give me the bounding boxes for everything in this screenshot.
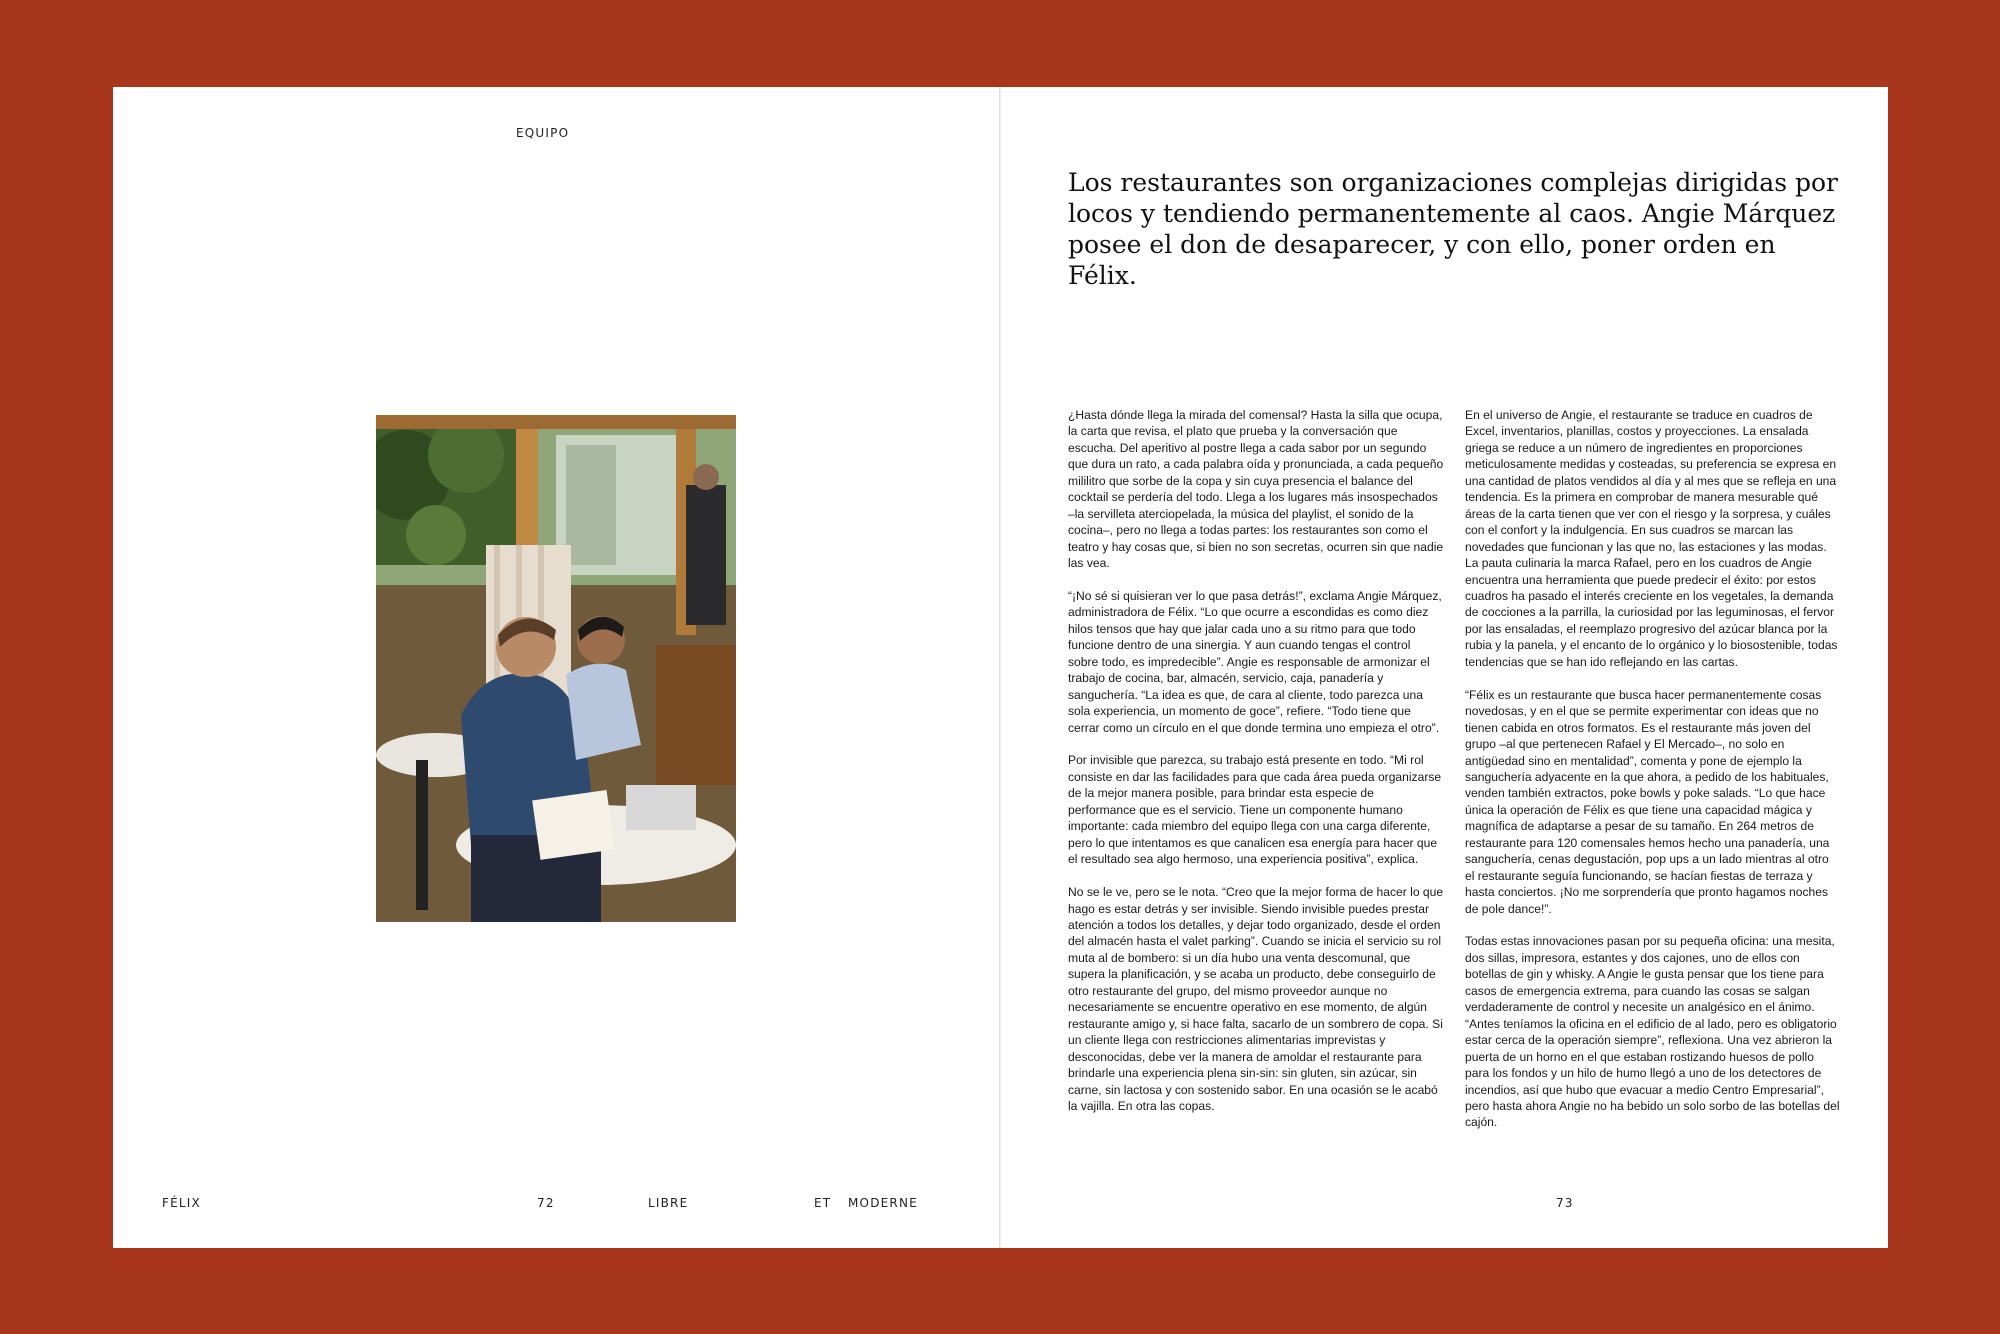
paragraph: “¡No sé si quisieran ver lo que pasa detrás!”, exclama Angie Márquez, administradora de Félix. “Lo que ocurre a escondidas es como diez hilos tensos que hay que jalar cada uno a su ritmo para que todo funcione dentro de una sinergia. Y aun cuando tengas el control sobre todo, es impredecible”. Angie es responsable de armonizar el trabajo de cocina, bar, almacén, servicio, caja, panadería y sanguchería. “La idea es que, de cara al cliente, todo parezca una sola experiencia, un momento de goce”, refiere. “Todo tiene que cerrar como un círculo en el que donde termina uno empieza el otro”.: [1068, 588, 1442, 735]
body-column-1: [1068, 407, 1444, 1131]
headline: Los restaurantes son organizaciones complejas dirigidas por locos y tendiendo permanentemente al caos. Angie Márquez posee el don de desaparecer, y con ello, poner orden en Félix.: [1068, 168, 1838, 290]
body-column-2: [1465, 407, 1841, 1147]
paragraph: “Félix es un restaurante que busca hacer permanentemente cosas novedosas, y en el que se permite experimentar con ideas que no tienen cabida en otros formatos. Es el restaurante más joven del grupo –al que pertenecen Rafael y El Mercado–, no solo en antigüedad sino en mentalidad”, comenta y pone de ejemplo la sanguchería adyacente en la que ahora, a pedido de los habituales, venden también extractos, poke bowls y poke salads. “Lo que hace única la operación de Félix es que tiene una capacidad mágica y magnífica de adaptarse a pesar de su tamaño. En 264 metros de restaurante para 120 comensales hemos hecho una panadería, una sanguchería, cenas degustación, pop ups a un lado mientras al otro el restaurante seguía funcionando, se hacían fiestas de terraza y hasta conciertos. ¡No me sorprendería que pronto hagamos noches de pole dance!”.: [1465, 687, 1830, 916]
page-number-left: 72: [537, 1196, 555, 1210]
left-page: [113, 87, 999, 1248]
footer-word-libre: LIBRE: [648, 1196, 689, 1210]
footer-brand: FÉLIX: [162, 1196, 201, 1210]
right-page: [1001, 87, 1888, 1248]
footer-word-et: ET: [814, 1196, 832, 1210]
page-number-right: 73: [1556, 1196, 1574, 1210]
section-label: EQUIPO: [516, 126, 570, 140]
paragraph: Por invisible que parezca, su trabajo está presente en todo. “Mi rol consiste en dar las facilidades para que cada área pueda organizarse de la mejor manera posible, para brindar esta especie de performance que es el servicio. Tiene un componente humano importante: cada miembro del equipo llega con una carga diferente, pero lo que intentamos es que canalicen esa energía para hacer que el resultado sea algo hermoso, una experiencia positiva”, explica.: [1068, 753, 1442, 867]
paragraph: En el universo de Angie, el restaurante se traduce en cuadros de Excel, inventarios, planillas, costos y proyecciones. La ensalada griega se reduce a un número de ingredientes en proporciones meticulosamente medidas y costeadas, su preferencia se expresa en una cantidad de platos vendidos al día y al mes que se refleja en una tendencia. Es la primera en comprobar de manera mesurable qué áreas de la carta tienen que ver con el riesgo y la sorpresa, y cuáles con el confort y la indulgencia. En sus cuadros se marcan las novedades que funcionan y las que no, las estaciones y las modas. La pauta culinaria la marca Rafael, pero en los cuadros de Angie encuentra una herramienta que puede predecir el éxito: por estos cuadros ha pasado el interés creciente en los vegetales, la demanda de cocciones a la parrilla, la curiosidad por las leguminosas, el fervor por las ensaladas, el reemplazo progresivo del azúcar blanca por la rubia y la panela, y el encanto de lo orgánico y lo biosostenible, todas tendencias que se han ido reflejando en las cartas.: [1465, 408, 1838, 669]
restaurant-photo: [376, 415, 736, 922]
paragraph: ¿Hasta dónde llega la mirada del comensal? Hasta la silla que ocupa, la carta que revisa, el plato que prueba y la conversación que escucha. Del aperitivo al postre llega a cada sabor por un segundo que dura un rato, a cada palabra oída y pronunciada, a cada pequeño mililitro que sorbe de la copa y sin cuya presencia el balance del cocktail se perdería del todo. Llega a los lugares más insospechados –la servilleta aterciopelada, la música del playlist, el sonido de la cocina–, pero no llega a todas partes: los restaurantes son como el teatro y hay cosas que, si bien no son secretas, ocurren sin que nadie las vea.: [1068, 408, 1444, 571]
paragraph: No se le ve, pero se le nota. “Creo que la mejor forma de hacer lo que hago es estar detrás y ser invisible. Siendo invisible puedes prestar atención a todos los detalles, y dejar todo organizado, desde el orden del almacén hasta el valet parking”. Cuando se inicia el servicio su rol muta al de bombero: si un día hubo una venta descomunal, que supera la planificación, y se acaba un producto, debe conseguirlo de otro restaurante del grupo, del mismo proveedor aunque no necesariamente se encuentre operativo en ese momento, de algún restaurante amigo y, si hace falta, sacarlo de un sombrero de copa. Si un cliente llega con restricciones alimentarias imprevistas y desconocidas, debe ver la manera de amoldar el restaurante para brindarle una experiencia plena sin-sin: sin gluten, sin azúcar, sin carne, sin lactosa y con sostenido sabor. En una ocasión se le acabó la vajilla. En otra las copas.: [1068, 885, 1444, 1113]
paragraph: Todas estas innovaciones pasan por su pequeña oficina: una mesita, dos sillas, impresora, estantes y dos cajones, uno de ellos con botellas de gin y whisky. A Angie le gusta pensar que los tiene para casos de emergencia extrema, para cuando las cosas se salgan verdaderamente de control y necesite un analgésico en el ánimo. “Antes teníamos la oficina en el edificio de al lado, pero es obligatorio estar cerca de la operación siempre”, reflexiona. Una vez abrieron la puerta de un horno en el que estaban rostizando huesos de pollo para los fondos y un hilo de humo llegó a uno de los detectores de incendios, así que hubo que evacuar a medio Centro Empresarial”, pero hasta ahora Angie no ha bebido un solo sorbo de las botellas del cajón.: [1465, 934, 1840, 1130]
magazine-spread: [113, 87, 1888, 1248]
footer-word-moderne: MODERNE: [848, 1196, 918, 1210]
